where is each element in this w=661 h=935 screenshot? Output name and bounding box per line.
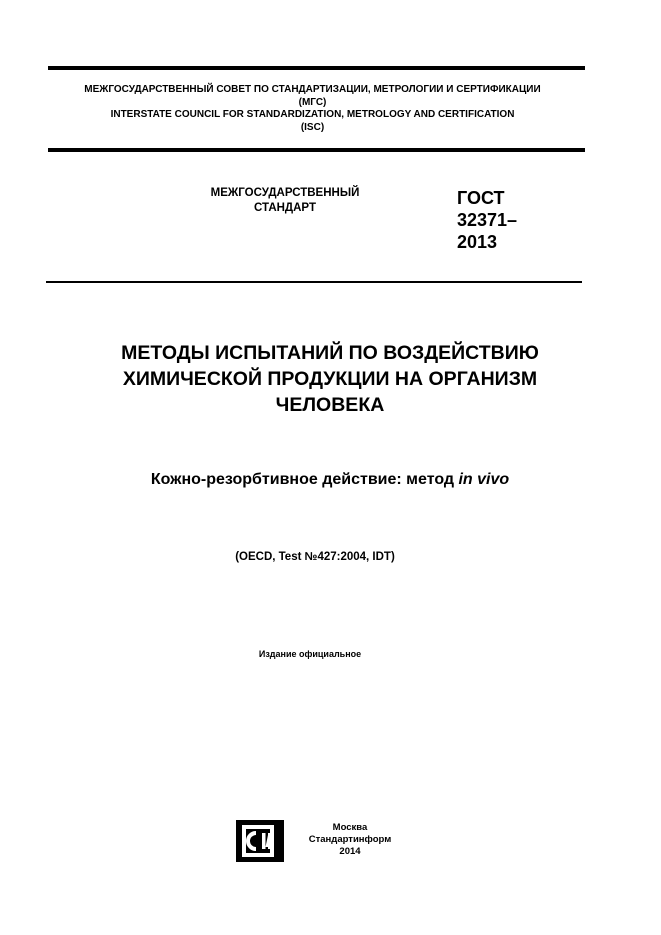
header-bottom-rule [48,148,585,152]
council-block [40,84,585,134]
council-name-en: INTERSTATE COUNCIL FOR STANDARDIZATION, METROLOGY AND CERTIFICATION [110,109,515,120]
standard-code-number: 32371– [457,210,518,230]
publisher-year: 2014 [339,846,361,857]
title-line2: ХИМИЧЕСКОЙ ПРОДУКЦИИ НА ОРГАНИЗМ [122,368,538,390]
subtitle-italic: in vivo [458,471,510,488]
international-reference: (OECD, Test №427:2004, IDT) [235,551,395,563]
standard-divider-rule [46,281,582,283]
header-top-rule [48,66,585,70]
standard-type [170,186,400,216]
council-name-ru: МЕЖГОСУДАРСТВЕННЫЙ СОВЕТ ПО СТАНДАРТИЗАЦИИ, МЕТРОЛОГИИ И СЕРТИФИКАЦИИ [84,84,541,95]
council-abbr-ru: (МГС) [298,96,327,108]
standard-type-line2: СТАНДАРТ [254,202,316,214]
title-line1: МЕТОДЫ ИСПЫТАНИЙ ПО ВОЗДЕЙСТВИЮ [121,342,539,364]
standard-type-line1: МЕЖГОСУДАРСТВЕННЫЙ [210,187,360,199]
document-subtitle [40,470,620,490]
title-line3: ЧЕЛОВЕКА [275,394,385,416]
publisher-block [290,822,410,858]
standartinform-logo-icon [236,820,294,862]
standard-code-prefix: ГОСТ [457,188,505,208]
subtitle-text: Кожно-резорбтивное действие: метод [150,471,455,488]
publisher-city: Москва [332,822,368,833]
edition-note: Издание официальное [258,649,362,659]
council-abbr-en: (ISC) [300,121,325,133]
document-title [40,340,620,418]
standard-code [457,187,577,253]
standard-code-year: 2013 [457,232,498,252]
publisher-name: Стандартинформ [308,834,392,845]
